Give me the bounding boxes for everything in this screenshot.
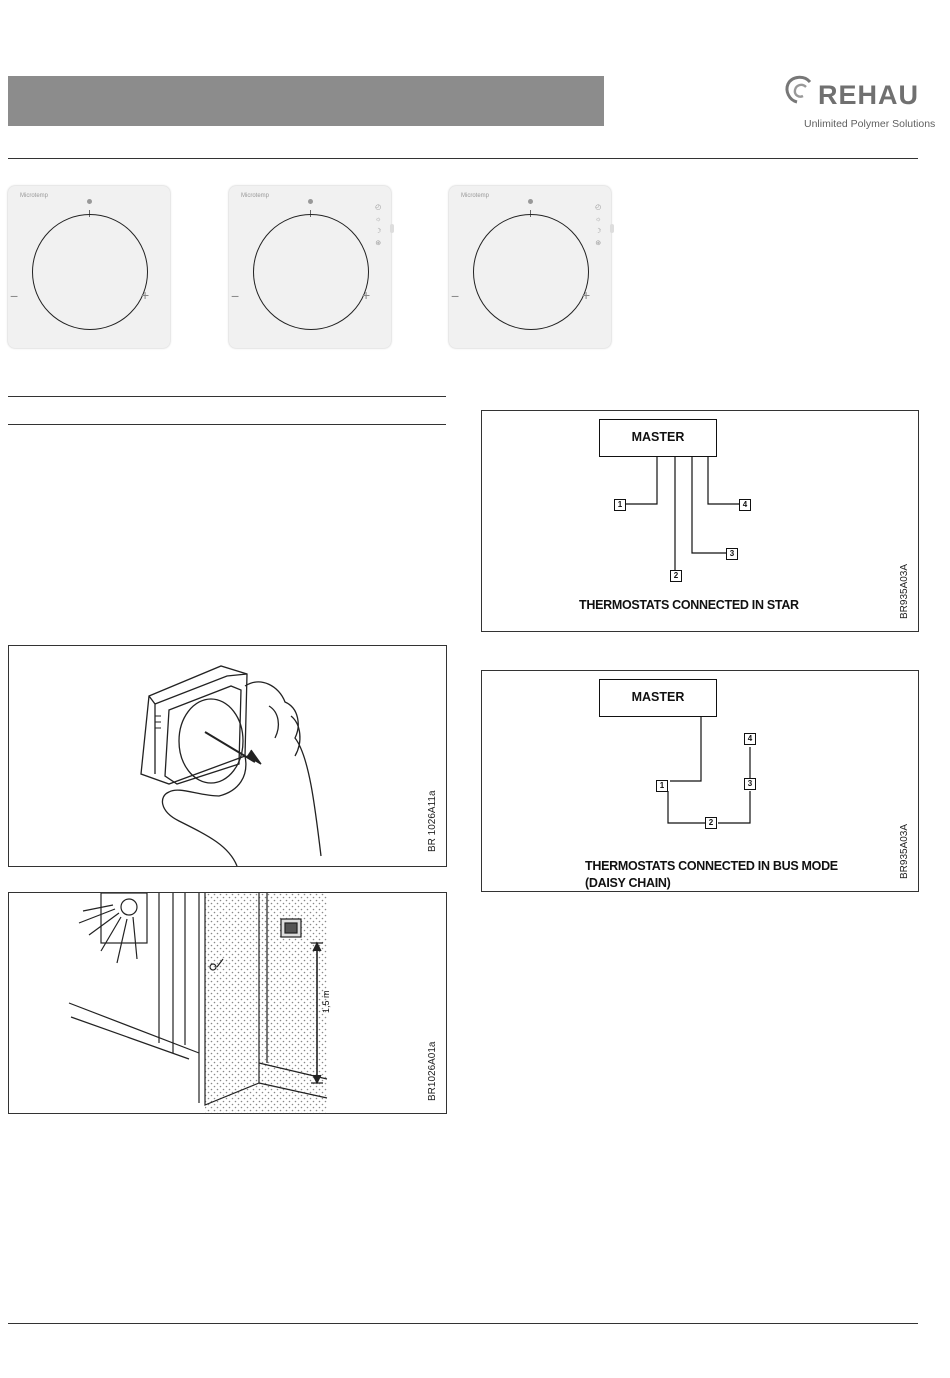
star-caption: THERMOSTATS CONNECTED IN STAR	[579, 598, 799, 612]
plus-symbol: +	[141, 287, 150, 303]
bus-caption-line1: THERMOSTATS CONNECTED IN BUS MODE	[585, 859, 838, 873]
logo-wordmark: REHAU	[818, 80, 920, 110]
node-4: 4	[739, 499, 751, 511]
minus-symbol: −	[231, 288, 240, 304]
node-3: 3	[726, 548, 738, 560]
thermostat-mode-2	[449, 186, 611, 348]
hand-removing-cover-illustration	[9, 646, 446, 866]
section-rule-top	[8, 396, 446, 397]
sun-icon: ☼	[595, 216, 602, 223]
frost-icon: ⊛	[595, 240, 602, 247]
frost-icon: ⊛	[375, 240, 382, 247]
indicator-led	[308, 199, 313, 204]
thermostat-mode	[229, 186, 391, 348]
thermostat-basic	[8, 186, 170, 348]
header-divider	[8, 158, 918, 159]
bus-caption-line2: (DAISY CHAIN)	[585, 876, 671, 890]
figure-bus-connection	[481, 670, 919, 892]
node-1: 1	[656, 780, 668, 792]
logo-tagline: Unlimited Polymer Solutions	[804, 118, 936, 130]
rehau-logo	[782, 70, 936, 136]
mode-icons	[375, 202, 381, 250]
master-label: MASTER	[631, 690, 685, 704]
node-1: 1	[614, 499, 626, 511]
indicator-led	[528, 199, 533, 204]
thermostat-dial	[473, 214, 589, 330]
node-2: 2	[670, 570, 682, 582]
mode-switch	[610, 224, 614, 233]
thermostat-brand: Microtemp	[241, 193, 270, 199]
thermostat-dial	[253, 214, 369, 330]
clock-icon: ◴	[595, 204, 602, 211]
figure-code: BR935A03A	[899, 823, 910, 879]
mode-switch	[390, 224, 394, 233]
rehau-swirl-icon	[784, 74, 816, 108]
height-label: 1,5 m	[321, 990, 331, 1013]
node-4: 4	[744, 733, 756, 745]
moon-icon: ☽	[595, 228, 602, 235]
sun-icon: ☼	[375, 216, 382, 223]
thermostat-dial	[32, 214, 148, 330]
room-placement-illustration	[9, 893, 446, 1113]
indicator-led	[87, 199, 92, 204]
figure-code: BR1026A01a	[427, 1041, 438, 1101]
plus-symbol: +	[582, 287, 591, 303]
thermostat-brand: Microtemp	[20, 193, 49, 199]
plus-symbol: +	[362, 287, 371, 303]
thermostat-brand: Microtemp	[461, 193, 490, 199]
minus-symbol: −	[10, 288, 19, 304]
figure-room-placement	[8, 892, 447, 1114]
figure-code: BR935A03A	[899, 563, 910, 619]
node-2: 2	[705, 817, 717, 829]
figure-hand-removal	[8, 645, 447, 867]
clock-icon: ◴	[375, 204, 382, 211]
minus-symbol: −	[451, 288, 460, 304]
moon-icon: ☽	[375, 228, 382, 235]
mode-icons	[595, 202, 601, 250]
figure-code: BR 1026A11a	[427, 790, 438, 852]
master-label: MASTER	[631, 430, 685, 444]
bus-wiring-lines	[482, 671, 918, 891]
header-title-bar	[8, 76, 604, 126]
footer-divider	[8, 1323, 918, 1324]
node-3: 3	[744, 778, 756, 790]
section-rule-bottom	[8, 424, 446, 425]
figure-star-connection	[481, 410, 919, 632]
